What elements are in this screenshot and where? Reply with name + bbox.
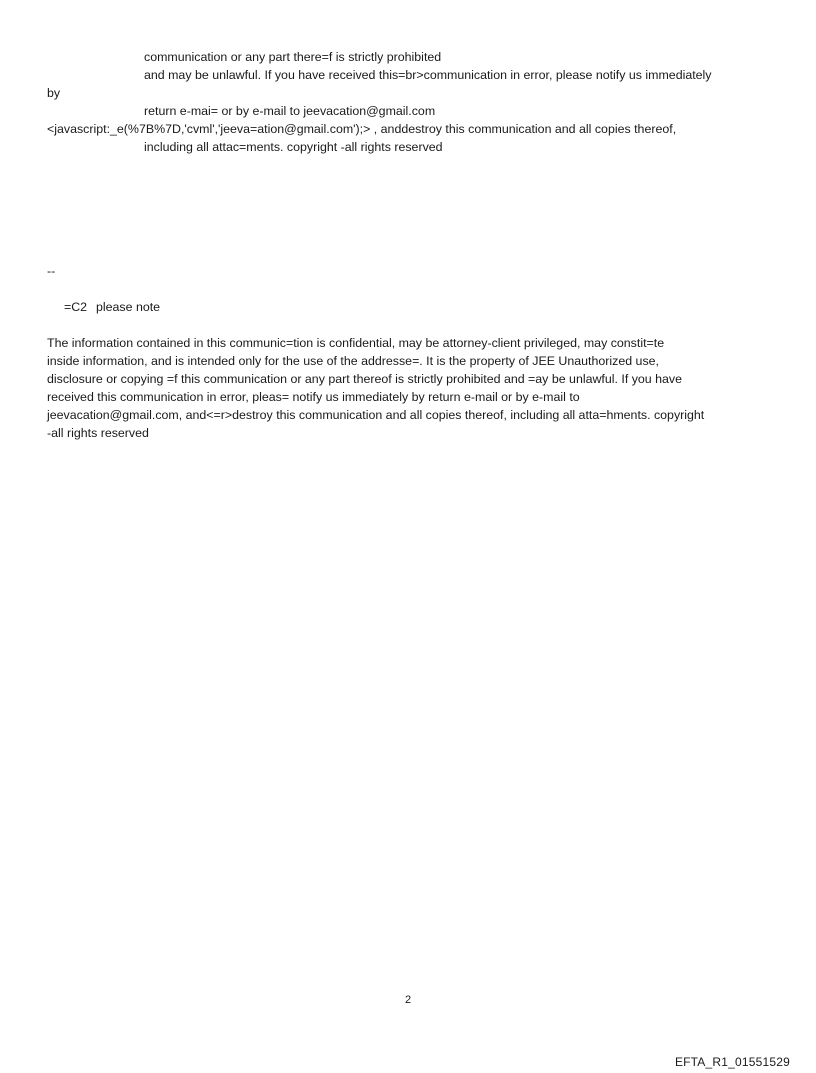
page-number: 2: [404, 994, 412, 1006]
notice-line: -all rights reserved: [47, 426, 149, 440]
body-text-line: by: [47, 86, 61, 100]
notice-line: The information contained in this communic=tion is confidential, may be attorney-client privileged, may constit=te: [47, 336, 665, 350]
body-text-line: return e-mai= or by e-mail to jeevacation@gmail.com: [144, 104, 436, 118]
body-text-line: communication or any part there=f is strictly prohibited: [144, 50, 442, 64]
body-text-line: including all attac=ments. copyright -all rights reserved: [144, 140, 443, 154]
notice-line: jeevacation@gmail.com, and<=r>destroy this communication and all copies thereof, including all atta=hments. copyright: [47, 408, 705, 422]
body-text-line: <javascript:_e(%7B%7D,'cvml','jeeva=ation@gmail.com');> , anddestroy this communication and all copies thereof,: [47, 122, 677, 136]
signature-prefix: =C2: [64, 300, 88, 314]
document-id: EFTA_R1_01551529: [674, 1055, 790, 1069]
notice-line: disclosure or copying =f this communication or any part thereof is strictly prohibited and =ay be unlawful. If you have: [47, 372, 683, 386]
signature-text: please note: [96, 300, 161, 314]
separator-text: --: [47, 264, 56, 278]
notice-line: received this communication in error, pleas= notify us immediately by return e-mail or by e-mail to: [47, 390, 580, 404]
notice-line: inside information, and is intended only for the use of the addresse=. It is the property of JEE Unauthorized use,: [47, 354, 659, 368]
body-text-line: and may be unlawful. If you have received this=br>communication in error, please notify us immediately: [144, 68, 712, 82]
signature-line: [64, 298, 160, 316]
